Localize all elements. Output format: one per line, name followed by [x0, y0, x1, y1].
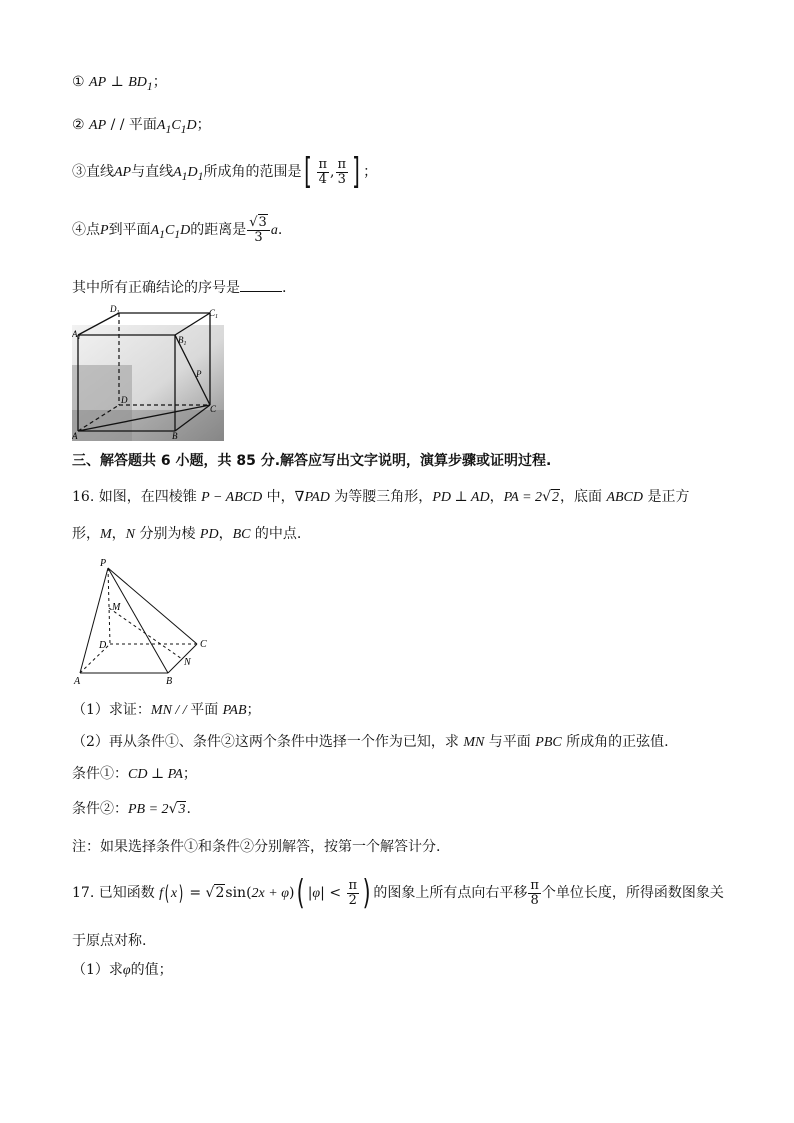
q16-line-2: 形，M，N 分别为棱 PD，BC 的中点. [72, 526, 302, 542]
svg-text:P: P [100, 558, 107, 569]
statement-3: ③直线AP与直线$A_1D_1$所成角的范围是[ $\frac{\pi}{4}$ , $\frac{\pi}{3}$ ] ； [72, 151, 378, 192]
section-heading: 三、解答题共 6 小题，共 85 分.解答应写出文字说明，演算步骤或证明过程. [72, 453, 552, 469]
svg-text:A: A [74, 676, 81, 686]
svg-text:D1: $D_1$ [110, 305, 120, 316]
q17-line-2: 于原点对称. [72, 933, 147, 949]
q16-part-2: （2）再从条件①、条件②这两个条件中选择一个作为已知，求 MN 与平面 PBC 所成角的正弦值. [72, 734, 669, 750]
svg-text:C: C [200, 639, 207, 650]
statement-2: ② AP / / 平面$A_1C_1D$； [72, 117, 211, 136]
svg-text:M: M [112, 602, 121, 613]
svg-text:A: A [72, 431, 78, 441]
svg-text:N: N [184, 657, 191, 668]
q16-condition-2: 条件②：PB = 2√3. [72, 801, 191, 817]
svg-text:D: D [121, 395, 128, 405]
q16-line-1: 16. 如图，在四棱锥 P − ABCD 中，∇PAD 为等腰三角形，PD ⊥ AD，PA = 2√2，底面 ABCD 是正方 [72, 489, 690, 505]
fraction: $\frac{√3}{3}$ [247, 216, 270, 244]
cube-figure [72, 305, 224, 441]
svg-text:A1: $A_1$ [72, 329, 81, 341]
svg-text:B: B [172, 431, 178, 441]
statement-1: ① AP ⊥ $BD_1$； [72, 74, 167, 93]
q16-condition-1: 条件①：CD ⊥ PA； [72, 766, 197, 782]
left-paren: ( [297, 873, 306, 913]
svg-text:C: C [210, 404, 217, 414]
right-bracket: ] [352, 151, 360, 192]
q17-line-1: 17. 已知函数 f( x) = √2sin(2x + φ)( |φ| < $\frac{\pi}{2}$ ) 的图象上所有点向右平移 $\frac{\pi}{8}$ 个单位长度，所得函数图象关 [72, 873, 724, 913]
statement-4: ④点P到平面$A_1C_1D$的距离是 $\frac{√3}{3}$ a. [72, 215, 283, 245]
fraction: $\frac{\pi}{2}$ [348, 877, 358, 908]
left-bracket: [ [304, 151, 313, 192]
q16-note: 注：如果选择条件①和条件②分别解答，按第一个解答计分. [72, 839, 441, 855]
svg-text:D: D [99, 640, 107, 651]
fraction: $\frac{\pi}{8}$ [530, 877, 539, 908]
svg-text:C1: $C_1$ [209, 308, 219, 320]
fraction: $\frac{\pi}{4}$ [318, 156, 328, 187]
fraction: $\frac{\pi}{3}$ [337, 156, 347, 187]
fill-in-prompt: 其中所有正确结论的序号是 . [72, 277, 286, 297]
svg-text:B1: $B_1$ [178, 335, 187, 347]
svg-text:B: B [166, 676, 173, 686]
answer-blank [240, 277, 282, 292]
svg-text:P: P [196, 369, 202, 379]
q17-part-1: （1）求φ的值； [72, 962, 173, 978]
q16-part-1: （1）求证：MN / / 平面 PAB； [72, 702, 261, 718]
right-paren: ) [362, 873, 371, 913]
pyramid-figure [72, 556, 218, 686]
